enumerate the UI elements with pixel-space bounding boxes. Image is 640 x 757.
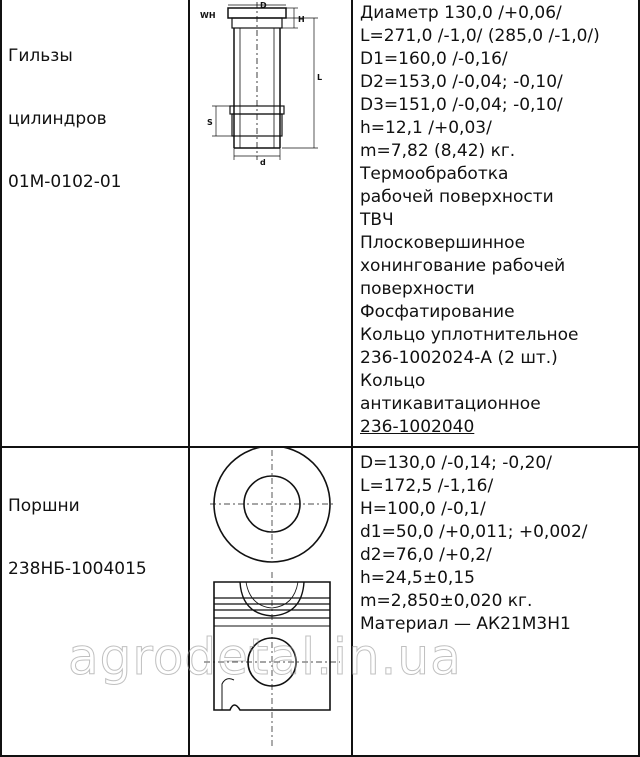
label-l: L bbox=[317, 73, 323, 82]
row-2-name-line: Поршни bbox=[8, 496, 80, 516]
piston-drawing bbox=[190, 448, 350, 754]
spec-line: d1=50,0 /+0,011; +0,002/ bbox=[360, 522, 588, 542]
label-wh: WH bbox=[200, 11, 216, 20]
row-1-spec bbox=[360, 2, 600, 439]
row-2-spec bbox=[360, 452, 588, 636]
label-d-lower: d bbox=[260, 158, 266, 167]
spec-line: D2=153,0 /-0,04; -0,10/ bbox=[360, 72, 563, 92]
table-border-left bbox=[0, 0, 2, 757]
spec-line: Кольцо уплотнительное bbox=[360, 325, 579, 345]
label-d-upper: D bbox=[260, 1, 267, 10]
spec-line: H=100,0 /-0,1/ bbox=[360, 499, 486, 519]
spec-line: m=2,850±0,020 кг. bbox=[360, 591, 533, 611]
row-1-name-line: 01М-0102-01 bbox=[8, 172, 122, 192]
row-2-name bbox=[8, 454, 147, 622]
spec-line: D1=160,0 /-0,16/ bbox=[360, 49, 508, 69]
spec-line: L=172,5 /-1,16/ bbox=[360, 476, 494, 496]
spec-line: поверхности bbox=[360, 279, 475, 299]
label-h: H bbox=[298, 15, 305, 24]
spec-line: m=7,82 (8,42) кг. bbox=[360, 141, 516, 161]
spec-line: Плосковершинное bbox=[360, 233, 526, 253]
row-2-name-line: 238НБ-1004015 bbox=[8, 559, 147, 579]
spec-line: Материал — АК21М3Н1 bbox=[360, 614, 571, 634]
row-1-name-line: цилиндров bbox=[8, 109, 107, 129]
spec-line: ТВЧ bbox=[360, 210, 394, 230]
cylinder-liner-drawing bbox=[190, 0, 350, 170]
spec-line: антикавитационное bbox=[360, 394, 541, 414]
spec-line: D3=151,0 /-0,04; -0,10/ bbox=[360, 95, 563, 115]
spec-line: h=12,1 /+0,03/ bbox=[360, 118, 492, 138]
spec-line: хонингование рабочей bbox=[360, 256, 566, 276]
spec-line-part-number: 236-1002040 bbox=[360, 417, 475, 437]
row-1-name-line: Гильзы bbox=[8, 46, 73, 66]
spec-line: 236-1002024-А (2 шт.) bbox=[360, 348, 558, 368]
spec-line: Кольцо bbox=[360, 371, 426, 391]
spec-line: Термообработка bbox=[360, 164, 509, 184]
spec-line: Диаметр 130,0 /+0,06/ bbox=[360, 3, 562, 23]
spec-line: L=271,0 /-1,0/ (285,0 /-1,0/) bbox=[360, 26, 600, 46]
label-s: S bbox=[207, 118, 213, 127]
spec-line: D=130,0 /-0,14; -0,20/ bbox=[360, 453, 552, 473]
watermark: agrodetal.in.ua bbox=[68, 628, 462, 686]
spec-line: рабочей поверхности bbox=[360, 187, 554, 207]
spec-line: h=24,5±0,15 bbox=[360, 568, 475, 588]
spec-line: d2=76,0 /+0,2/ bbox=[360, 545, 492, 565]
row-1-name bbox=[8, 4, 121, 235]
spec-line: Фосфатирование bbox=[360, 302, 515, 322]
